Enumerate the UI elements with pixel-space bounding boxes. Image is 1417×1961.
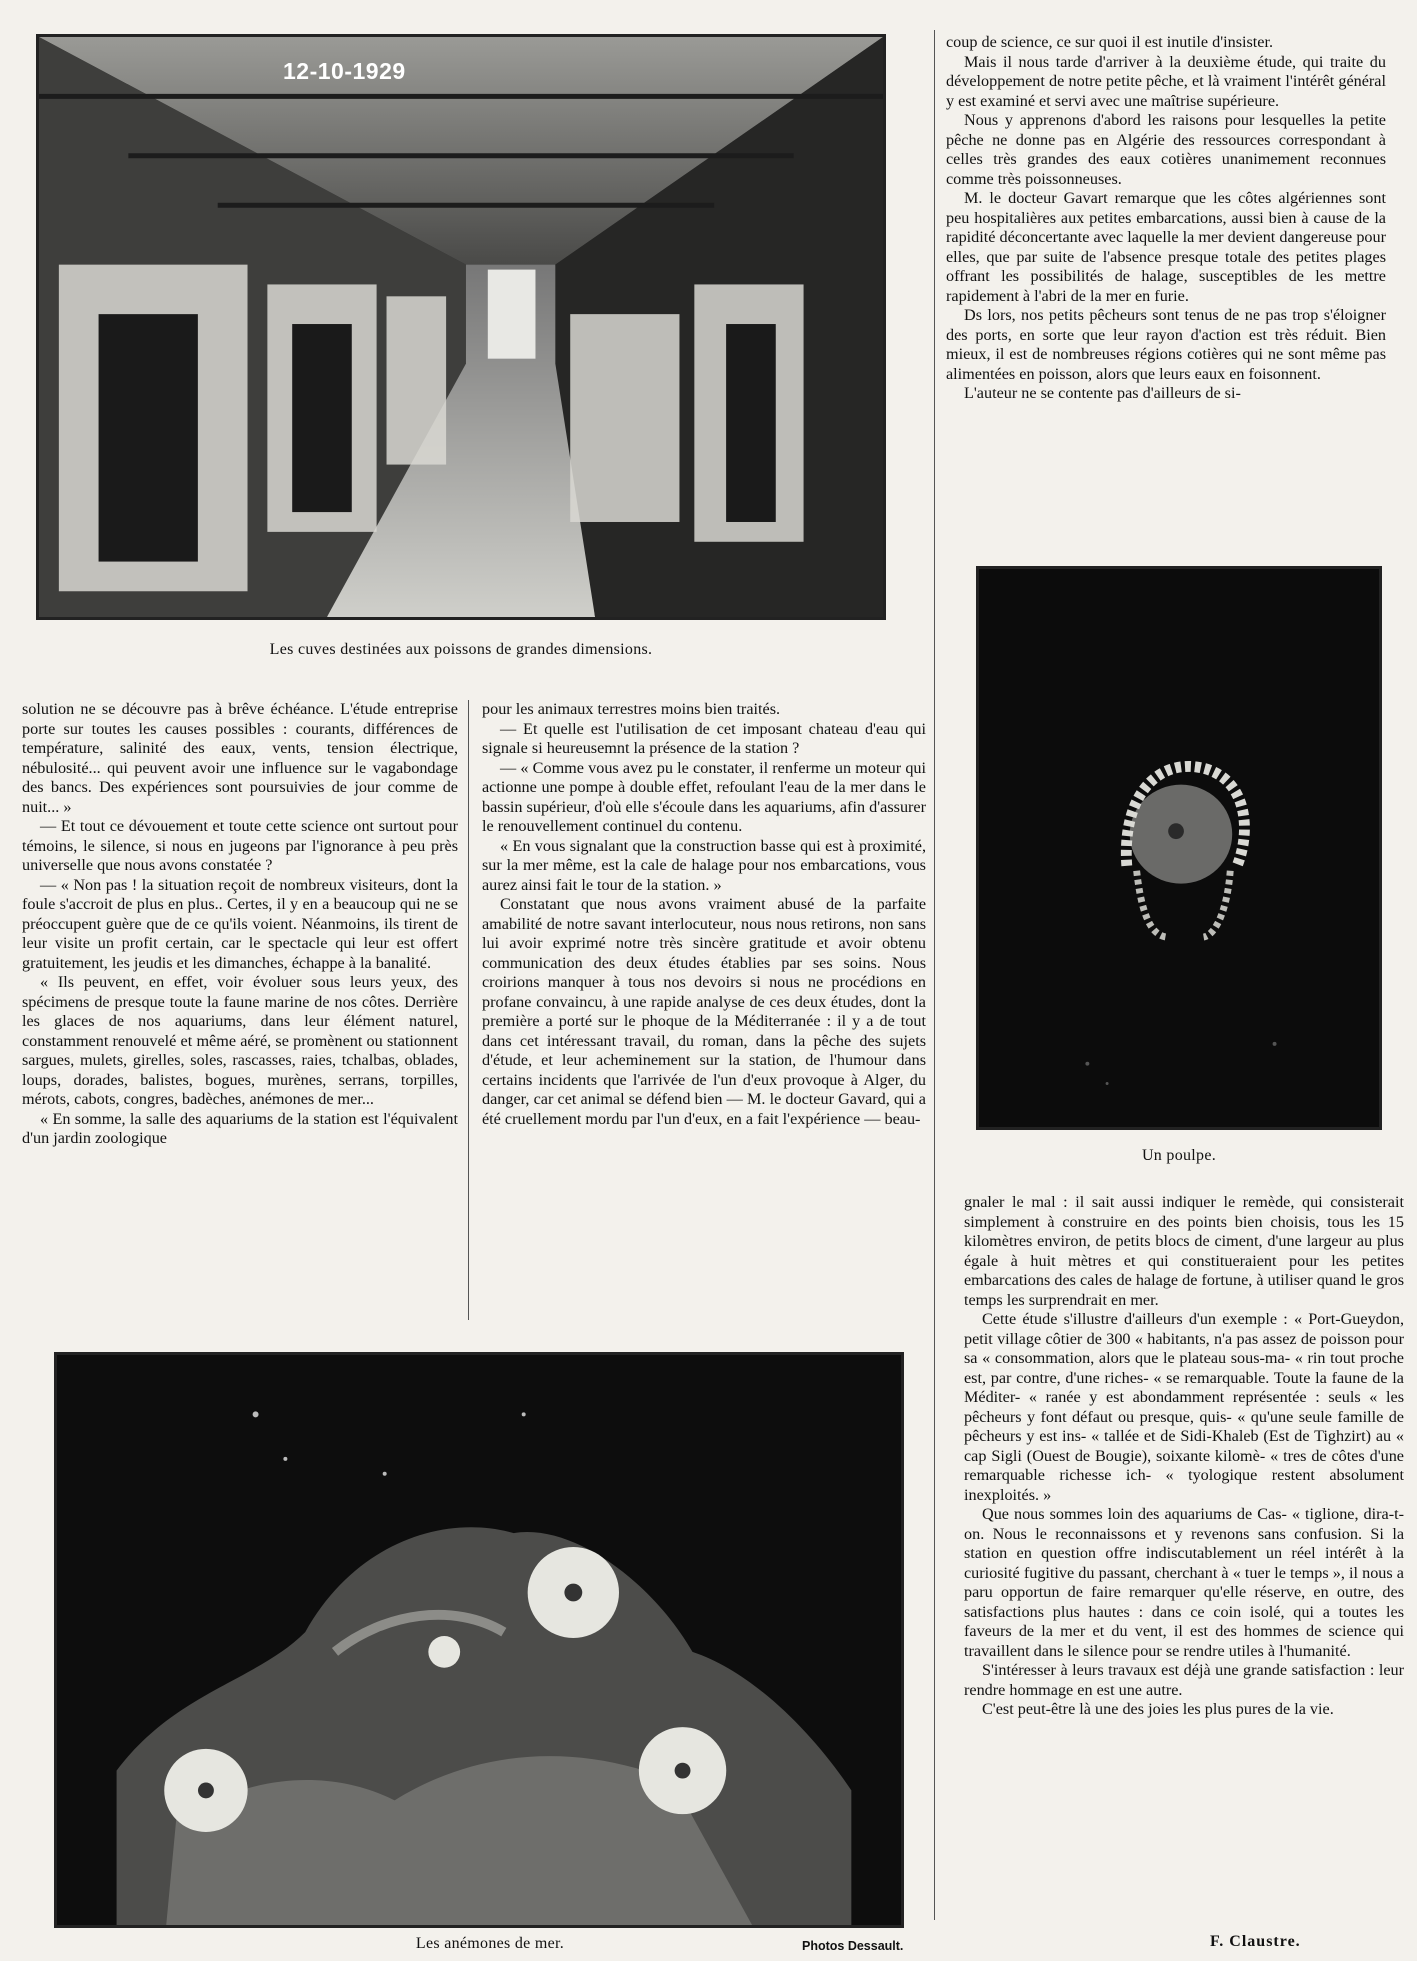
paragraph: — Et quelle est l'utilisation de cet imposant chateau d'eau qui signale si heureusemnt la présence de la station ? [482, 719, 926, 757]
caption-octopus: Un poulpe. [1141, 1147, 1217, 1164]
tank-corridor-image [39, 37, 883, 617]
paragraph: L'auteur ne se contente pas d'ailleurs de si- [964, 384, 1241, 402]
paragraph: coup de science, ce sur quoi il est inutile d'insister. [946, 33, 1274, 51]
column-rule [468, 700, 469, 1320]
column-middle [482, 700, 926, 1129]
paragraph: Ds lors, nos petits pêcheurs sont tenus de ne pas trop s'éloigner des ports, en sorte que leur rayon d'action est très réduit. Bien mieux, il est de nombreuses régions cotières qui ne sont même pas alimentées en poisson, alors que leurs eaux en foisonnent. [946, 306, 1386, 383]
column-bottom-right [964, 1193, 1404, 1720]
column-top-right [946, 33, 1386, 404]
paragraph: « En somme, la salle des aquariums de la station est l'équivalent d'un jardin zoologique [22, 1109, 458, 1147]
author-signature: F. Claustre. [1210, 1933, 1301, 1950]
photo-octopus [976, 566, 1382, 1130]
column-rule [934, 30, 935, 1920]
octopus-image [979, 569, 1379, 1127]
photo-tank-corridor [36, 34, 886, 620]
paragraph: — « Comme vous avez pu le constater, il renferme un moteur qui actionne une pompe à double effet, refoulant l'eau de la mer dans le bassin supérieur, d'où elle s'écoule dans les aquariums, afin d'assurer le renouvellement continuel du contenu. [482, 758, 926, 835]
paragraph: « Ils peuvent, en effet, voir évoluer sous leurs yeux, des spécimens de presque toute la faune marine de nos côtes. Derrière les glaces de nos aquariums, dans leur élément naturel, constamment renouvelé et même aéré, se promènent ou stationnent sargues, mulets, girelles, soles, rascasses, raies, tchalbas, oblades, loups, dorades, balistes, bogues, murènes, serrans, torpilles, mérots, cabots, congres, badèches, anémones de mer... [22, 973, 458, 1108]
paragraph: C'est peut-être là une des joies les plus pures de la vie. [982, 1700, 1334, 1718]
paragraph: gnaler le mal : il sait aussi indiquer le remède, qui consisterait simplement à construire en des points bien choisis, tous les 15 kilomètres environ, de petits blocs de ciment, d'une largeur au plus égale à huit mètres et qui constitueraient pour les petites embarcations des cales de halage de fortune, à utiliser quand le gros temps les surprendrait en mer. [964, 1193, 1404, 1309]
paragraph: Nous y apprenons d'abord les raisons pour lesquelles la petite pêche ne donne pas en Algérie des ressources correspondant à celles très grandes des eaux cotières unanimement reconnues comme très poissonneuses. [946, 111, 1386, 188]
photo-credit: Photos Dessault. [802, 1939, 904, 1953]
paragraph: Mais il nous tarde d'arriver à la deuxième étude, qui traite du développement de notre petite pêche, et là vraiment l'intérêt général y est examiné et servi avec une maîtrise supérieure. [946, 52, 1386, 110]
date-stamp: 12-10-1929 [283, 58, 406, 84]
paragraph: — « Non pas ! la situation reçoit de nombreux visiteurs, dont la foule s'accroit de plus en plus.. Certes, il y en a beaucoup qui ne se préoccupent guère que de ce qu'ils voient. Néanmoins, ils tirent de leur visite un profit certain, car le spectacle qui leur est offert gratuitement, les jeudis et les dimanches, échappe à la banalité. [22, 875, 458, 972]
paragraph: S'intéresser à leurs travaux est déjà une grande satisfaction : leur rendre hommage en est une autre. [964, 1661, 1404, 1699]
sea-anemones-image [57, 1355, 901, 1925]
paragraph: M. le docteur Gavart remarque que les côtes algériennes sont peu hospitalières aux petites embarcations, aussi bien à cause de la rapidité déconcertante avec laquelle la mer devient dangereuse pour elles, que par suite de l'absence presque totale des petites plages offrant les possibilités de halage, susceptibles de les mettre rapidement à l'abri de la mer en furie. [946, 189, 1386, 305]
column-left [22, 700, 458, 1149]
paragraph: « En vous signalant que la construction basse qui est à proximité, sur la mer même, est la cale de halage pour nos embarcations, vous aurez ainsi fait le tour de la station. » [482, 836, 926, 894]
paragraph: pour les animaux terrestres moins bien traités. [482, 700, 781, 718]
paragraph: Cette étude s'illustre d'ailleurs d'un exemple : « Port-Gueydon, petit village côtier de 300 « habitants, n'a pas assez de poisson pour sa « consommation, alors que le plateau sous-ma- « rin tout proche est, par contre, d'une riches- « se remarquable. Toute la faune de la Méditer- « ranée y est abondamment représentée : seuls « les pêcheurs y font défaut ou presque, quis- « qu'une seule famille de pêcheurs y est ins- « tallée et de Sidi-Khaleb (Est de Tighzirt) au « cap Sigli (Ouest de Bougie), soixante kilomè- « tres de côtes d'une remarquable richesse ich- « tyologique restent absolument inexploités. » [964, 1310, 1404, 1504]
caption-anemones: Les anémones de mer. [415, 1935, 565, 1952]
paragraph: — Et tout ce dévouement et toute cette science ont surtout pour témoins, le silence, si nous en jugeons par l'ignorance à peu près universelle que nous avons constatée ? [22, 817, 458, 874]
paragraph: Constatant que nous avons vraiment abusé de la parfaite amabilité de notre savant interlocuteur, nous nous retirons, non sans lui avoir exprimé notre très sincère gratitude et avoir obtenu communication des deux études établies par ses soins. Nous croirions manquer à tous nos devoirs si nous ne procédions en profane convaincu, à une rapide analyse de ces deux études, dont la première a porté sur le phoque de la Méditerranée : il y a de tout dans cet intéressant travail, du roman, dans la pêche des sujets d'étude, et leur acheminement sur la station, de l'humour dans certains incidents que l'arrivée de l'un d'eux provoque à Alger, du danger, car cet animal se défend bien — M. le docteur Gavard, qui a été cruellement mordu par l'un d'eux, en a fait l'expérience — beau- [482, 895, 926, 1128]
photo-sea-anemones [54, 1352, 904, 1928]
paragraph: solution ne se découvre pas à brêve échéance. L'étude entreprise porte sur toutes les causes possibles : courants, différences de température, salinité des eaux, vents, tension électrique, nébulosité... qui peuvent avoir une influence sur le vagabondage des bancs. Des expériences sont poursuivies de jour comme de nuit... » [22, 700, 458, 816]
caption-tanks: Les cuves destinées aux poissons de grandes dimensions. [269, 641, 653, 658]
paragraph: Que nous sommes loin des aquariums de Cas- « tiglione, dira-t-on. Nous le reconnaissons et y revenons sans confusion. Si la station en question offre indiscutablement un réel intérêt à la curiosité fugitive du passant, cherchant à « tuer le temps », il nous a paru opportun de faire remarquer qu'elle réserve, en outre, des satisfactions plus hautes : dans ce coin isolé, qui a toutes les faveurs de la mer et du vent, il est des hommes de science qui travaillent dans le silence pour se rendre utiles à l'humanité. [964, 1505, 1404, 1660]
